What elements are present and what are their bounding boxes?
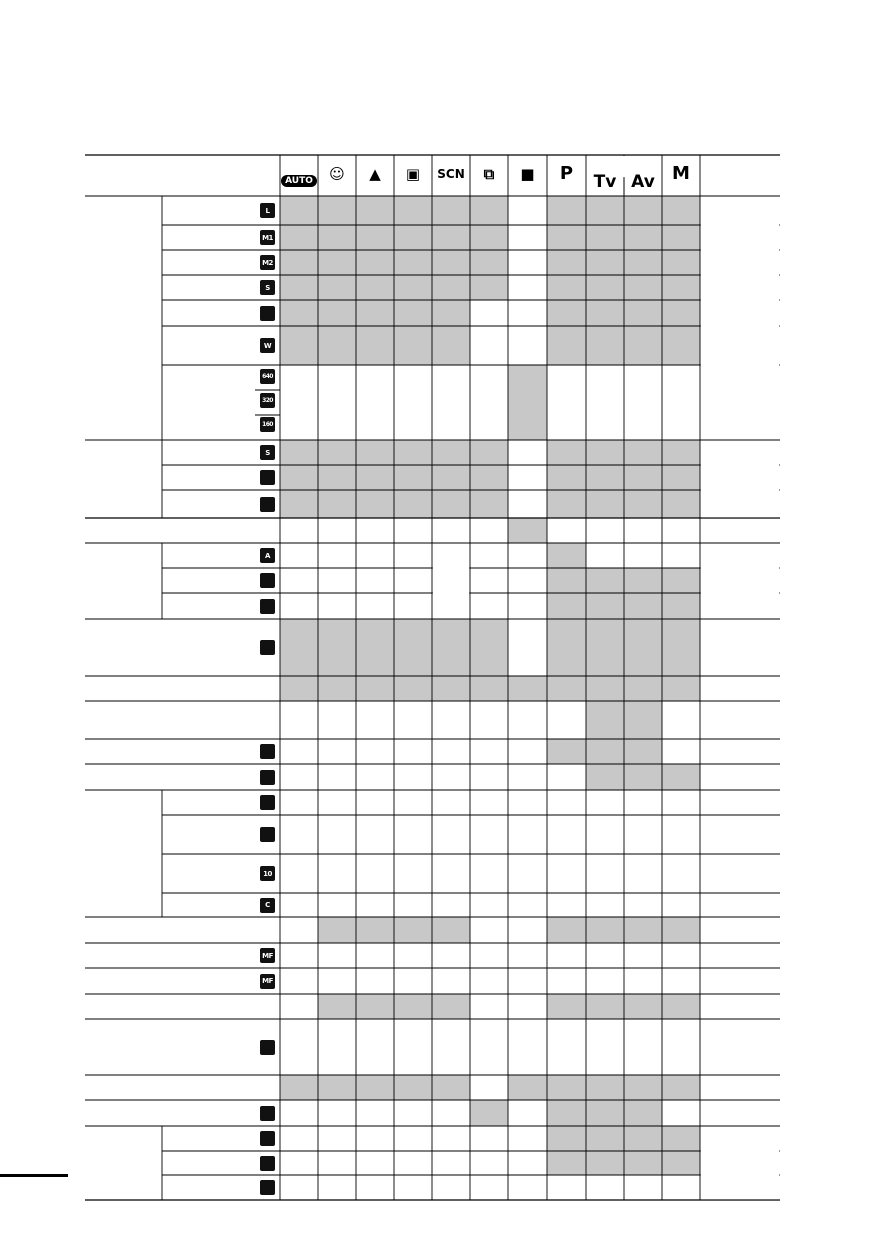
manual-focus-icon-2: MF — [260, 974, 275, 989]
shaded-cell — [547, 619, 586, 676]
shaded-cell — [318, 196, 356, 225]
compression-fine-icon — [260, 470, 275, 485]
mode-header-movie-mode-icon: ■ — [520, 165, 535, 183]
shaded-cell — [394, 250, 432, 275]
shaded-cell — [547, 490, 586, 518]
shaded-cell — [394, 676, 432, 701]
shaded-cell — [432, 465, 470, 490]
shaded-cell — [662, 300, 700, 326]
shaded-cell — [356, 326, 394, 365]
shaded-cell — [624, 1151, 662, 1175]
mode-header-auto-mode-icon — [280, 168, 318, 187]
shaded-cell — [432, 490, 470, 518]
shaded-cell — [547, 225, 586, 250]
shaded-cell — [394, 225, 432, 250]
shaded-cell — [318, 250, 356, 275]
shaded-cell — [624, 440, 662, 465]
shaded-cell — [318, 465, 356, 490]
shaded-cell — [624, 250, 662, 275]
resolution-medium1-icon: M1 — [260, 230, 275, 245]
merged-cell — [433, 544, 469, 618]
shaded-cell — [280, 225, 318, 250]
shaded-cell — [586, 196, 624, 225]
shaded-cell — [394, 300, 432, 326]
shaded-cell — [547, 676, 586, 701]
shaded-cell — [470, 196, 508, 225]
drive-single-icon — [260, 795, 275, 810]
shaded-cell — [547, 440, 586, 465]
compression-normal-icon — [260, 497, 275, 512]
shaded-cell — [470, 440, 508, 465]
merged-cell — [701, 1127, 779, 1199]
shaded-cell — [280, 326, 318, 365]
shaded-cell — [470, 619, 508, 676]
shaded-cell — [432, 917, 470, 943]
shaded-cell — [432, 994, 470, 1019]
mode-header-tv-text: Tv — [593, 172, 617, 192]
page-footer-rule — [0, 1174, 68, 1177]
shaded-cell — [662, 994, 700, 1019]
shaded-cell — [432, 300, 470, 326]
shaded-cell — [432, 225, 470, 250]
shaded-cell — [432, 326, 470, 365]
shaded-cell — [586, 994, 624, 1019]
shaded-cell — [662, 225, 700, 250]
shaded-cell — [662, 1151, 700, 1175]
shaded-cell — [394, 196, 432, 225]
shaded-cell — [662, 619, 700, 676]
shaded-cell — [432, 440, 470, 465]
shaded-cell — [280, 465, 318, 490]
movie-size-icons-2: 160 — [260, 417, 275, 432]
shaded-cell — [624, 917, 662, 943]
mode-header-stitch-assist-mode-icon: ⧉ — [483, 165, 495, 183]
shaded-cell — [624, 465, 662, 490]
shaded-cell — [356, 676, 394, 701]
mode-header-m-text: M — [672, 163, 690, 184]
shaded-cell — [318, 994, 356, 1019]
shaded-cell — [280, 619, 318, 676]
shaded-cell — [318, 225, 356, 250]
shaded-cell — [394, 465, 432, 490]
shaded-cell — [662, 465, 700, 490]
shaded-cell — [318, 1075, 356, 1100]
flash-on-icon — [260, 573, 275, 588]
shaded-cell — [586, 326, 624, 365]
resolution-large-icon: L — [260, 203, 275, 218]
shaded-cell — [624, 326, 662, 365]
flash-exposure-icon — [260, 744, 275, 759]
shaded-cell — [624, 764, 662, 790]
shaded-cell — [470, 1100, 508, 1126]
shaded-cell — [470, 225, 508, 250]
compression-superfine-icon: S — [260, 445, 275, 460]
mode-header-scn-text: SCN — [437, 167, 465, 181]
shaded-cell — [547, 739, 586, 764]
shaded-cell — [280, 1075, 318, 1100]
shaded-cell — [662, 250, 700, 275]
shaded-cell — [470, 490, 508, 518]
shaded-cell — [586, 1151, 624, 1175]
metering-evaluative-icon — [260, 1131, 275, 1146]
shaded-cell — [356, 196, 394, 225]
shaded-cell — [586, 1126, 624, 1151]
shaded-cell — [508, 365, 547, 440]
shaded-cell — [547, 568, 586, 593]
shaded-cell — [470, 676, 508, 701]
mode-header-landscape-mode-icon: ▲ — [369, 165, 381, 183]
mode-header-av-text: Av — [631, 172, 655, 192]
shaded-cell — [356, 1075, 394, 1100]
auto-pill: AUTO — [281, 175, 317, 187]
shaded-cell — [394, 326, 432, 365]
shaded-cell — [662, 275, 700, 300]
shaded-cell — [586, 490, 624, 518]
shaded-cell — [432, 619, 470, 676]
flash-auto-icon: A — [260, 548, 275, 563]
shaded-cell — [547, 465, 586, 490]
self-timer-custom-icon: C — [260, 898, 275, 913]
mode-header-night-scene-mode-icon: ▣ — [405, 165, 421, 183]
movie-size-icons-1: 320 — [260, 393, 275, 408]
shaded-cell — [624, 196, 662, 225]
resolution-medium2-icon: M2 — [260, 255, 275, 270]
shaded-cell — [624, 619, 662, 676]
shaded-cell — [586, 275, 624, 300]
red-eye-icon — [260, 640, 275, 655]
shaded-cell — [318, 676, 356, 701]
shaded-cell — [432, 275, 470, 300]
macro-icon — [260, 1040, 275, 1055]
shaded-cell — [547, 326, 586, 365]
shaded-cell — [318, 619, 356, 676]
exposure-compensation-icon — [260, 1106, 275, 1121]
flash-off-icon — [260, 599, 275, 614]
shaded-cell — [662, 1075, 700, 1100]
widescreen-icon: W — [260, 338, 275, 353]
shaded-cell — [547, 275, 586, 300]
shaded-cell — [394, 619, 432, 676]
mode-header-p-text: P — [559, 163, 574, 184]
shaded-cell — [662, 196, 700, 225]
shaded-cell — [508, 1075, 547, 1100]
shaded-cell — [624, 701, 662, 739]
shaded-cell — [662, 593, 700, 619]
shaded-cell — [586, 593, 624, 619]
shaded-cell — [508, 676, 547, 701]
shaded-cell — [586, 300, 624, 326]
shaded-cell — [586, 701, 624, 739]
shaded-cell — [470, 250, 508, 275]
metering-center-weighted-icon — [260, 1156, 275, 1171]
movie-size-icons-0: 640 — [260, 369, 275, 384]
shaded-cell — [547, 250, 586, 275]
shaded-cell — [662, 440, 700, 465]
shaded-cell — [624, 994, 662, 1019]
shaded-cell — [586, 568, 624, 593]
shaded-cell — [547, 1100, 586, 1126]
shaded-cell — [547, 196, 586, 225]
shaded-cell — [662, 568, 700, 593]
shaded-cell — [586, 225, 624, 250]
shaded-cell — [356, 275, 394, 300]
shaded-cell — [356, 440, 394, 465]
shaded-cell — [586, 465, 624, 490]
self-timer-10-icon: 10 — [260, 866, 275, 881]
shaded-cell — [394, 440, 432, 465]
shaded-cell — [356, 225, 394, 250]
shaded-cell — [280, 676, 318, 701]
shaded-cell — [662, 1126, 700, 1151]
shaded-cell — [280, 275, 318, 300]
shaded-cell — [624, 300, 662, 326]
shaded-cell — [356, 300, 394, 326]
shaded-cell — [432, 196, 470, 225]
shaded-cell — [356, 465, 394, 490]
shaded-cell — [508, 518, 547, 543]
shaded-cell — [624, 739, 662, 764]
resolution-small-icon: S — [260, 280, 275, 295]
shaded-cell — [586, 739, 624, 764]
shaded-cell — [318, 440, 356, 465]
merged-cell — [701, 441, 779, 517]
shaded-cell — [586, 1100, 624, 1126]
merged-cell — [701, 544, 779, 618]
shaded-cell — [586, 619, 624, 676]
shaded-cell — [624, 593, 662, 619]
shaded-cell — [432, 1075, 470, 1100]
shaded-cell — [280, 300, 318, 326]
shaded-cell — [662, 764, 700, 790]
shaded-cell — [356, 490, 394, 518]
shaded-cell — [586, 250, 624, 275]
shaded-cell — [470, 465, 508, 490]
shaded-cell — [624, 568, 662, 593]
shaded-cell — [662, 490, 700, 518]
mode-header-portrait-mode-icon: ☺ — [329, 165, 345, 183]
shaded-cell — [394, 1075, 432, 1100]
shaded-cell — [318, 917, 356, 943]
shaded-cell — [624, 676, 662, 701]
shaded-cell — [624, 275, 662, 300]
shaded-cell — [624, 1126, 662, 1151]
shaded-cell — [432, 250, 470, 275]
shaded-cell — [624, 1100, 662, 1126]
flash-output-icon — [260, 770, 275, 785]
shaded-cell — [547, 1126, 586, 1151]
manual-focus-icon: MF — [260, 948, 275, 963]
shaded-cell — [318, 326, 356, 365]
shaded-cell — [586, 764, 624, 790]
shaded-cell — [547, 593, 586, 619]
shaded-cell — [318, 300, 356, 326]
shaded-cell — [280, 440, 318, 465]
shaded-cell — [356, 917, 394, 943]
shaded-cell — [547, 1151, 586, 1175]
shaded-cell — [394, 275, 432, 300]
shaded-cell — [624, 225, 662, 250]
shaded-cell — [318, 490, 356, 518]
shaded-cell — [318, 275, 356, 300]
shaded-cell — [394, 490, 432, 518]
shaded-cell — [356, 619, 394, 676]
shaded-cell — [586, 440, 624, 465]
metering-spot-icon — [260, 1180, 275, 1195]
shaded-cell — [470, 275, 508, 300]
shaded-cell — [547, 917, 586, 943]
shaded-cell — [624, 1075, 662, 1100]
shaded-cell — [547, 543, 586, 568]
shaded-cell — [547, 300, 586, 326]
merged-cell — [701, 197, 779, 439]
shaded-cell — [547, 994, 586, 1019]
shaded-cell — [586, 1075, 624, 1100]
shaded-cell — [356, 994, 394, 1019]
shaded-cell — [280, 250, 318, 275]
shaded-cell — [280, 196, 318, 225]
shaded-cell — [394, 917, 432, 943]
shaded-cell — [394, 994, 432, 1019]
shaded-cell — [432, 676, 470, 701]
shaded-cell — [586, 917, 624, 943]
drive-continuous-icon — [260, 827, 275, 842]
shaded-cell — [662, 917, 700, 943]
shaded-cell — [624, 490, 662, 518]
shaded-cell — [356, 250, 394, 275]
shaded-cell — [280, 490, 318, 518]
shaded-cell — [662, 326, 700, 365]
shaded-cell — [547, 1075, 586, 1100]
shaded-cell — [586, 676, 624, 701]
postcard-date-icon — [260, 306, 275, 321]
shaded-cell — [662, 676, 700, 701]
